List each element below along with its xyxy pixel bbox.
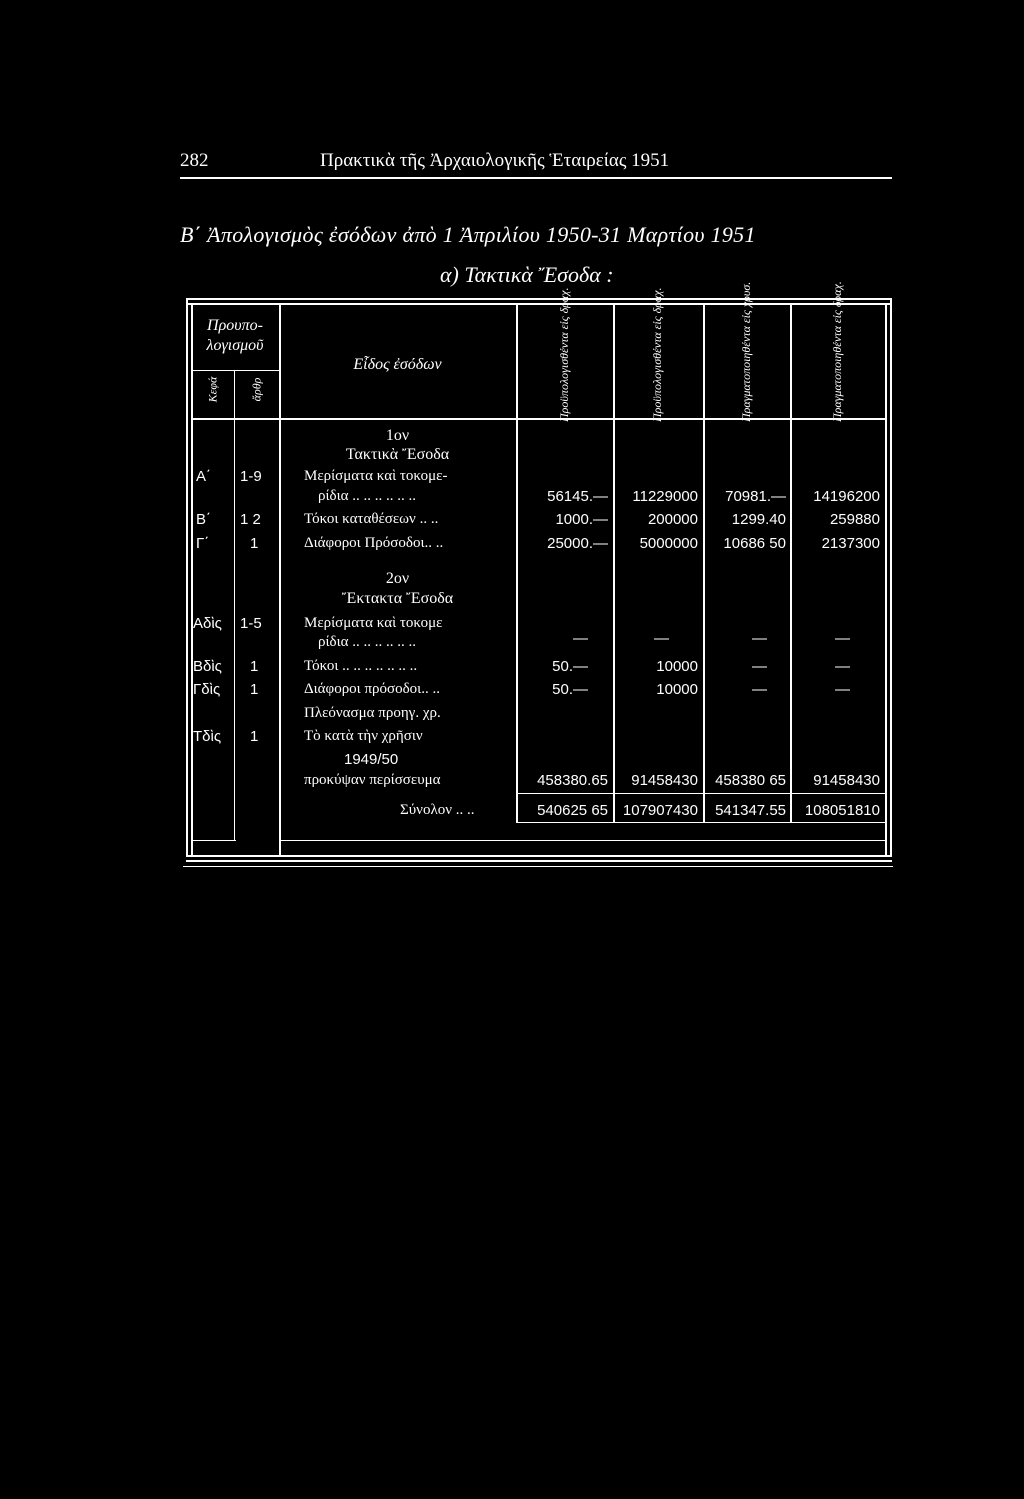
row3-chapter: Γ΄ — [196, 535, 210, 552]
col-rule-c1 — [613, 303, 615, 823]
row6-desc: Διάφοροι πρόσοδοι.. .. — [304, 681, 440, 697]
row3-desc: Διάφοροι Πρόσοδοι.. .. — [304, 535, 444, 551]
row1-desc-line1: Μερίσματα καὶ τοκομε- — [304, 468, 448, 484]
row4-col3: — — [752, 630, 767, 647]
row3-col2: 5000000 — [639, 535, 698, 552]
total-col2: 107907430 — [622, 802, 698, 819]
page-number: 282 — [180, 150, 209, 171]
row7-desc: Πλεόνασμα προηγ. χρ. — [304, 705, 441, 721]
row4-chapter: Αδὶς — [193, 615, 222, 632]
col-rule-c2 — [703, 303, 705, 823]
row2-col3: 1299.40 — [731, 511, 786, 528]
row1-chapter: Α΄ — [196, 468, 211, 485]
header-chapter: Κεφά — [205, 376, 220, 403]
col-rule-c3 — [790, 303, 792, 823]
bottom-inner-rule-left — [191, 840, 236, 841]
row1-col2: 11229000 — [632, 488, 698, 505]
row10-col1: 458380.65 — [537, 772, 608, 789]
table-bottom-hairline — [183, 866, 893, 867]
row8-article: 1 — [250, 728, 259, 745]
row10-col3: 458380 65 — [715, 772, 786, 789]
header-col2: Προϋπολογισθέντα εἰς δραχ. — [650, 287, 664, 422]
row8-chapter: Τδὶς — [193, 728, 222, 745]
total-col1: 540625 65 — [537, 802, 608, 819]
row2-col2: 200000 — [647, 511, 698, 528]
header-col1: Προϋπολογισθέντα εἰς δραχ. — [557, 287, 571, 422]
row1-col1: 56145.— — [547, 488, 608, 505]
row4-col2: — — [654, 630, 669, 647]
row8-desc: Τὸ κατὰ τὴν χρῆσιν — [304, 728, 423, 744]
total-label: Σύνολον .. .. — [400, 802, 475, 818]
section-title: Β΄ Ἀπολογισμὸς ἐσόδων ἀπὸ 1 Ἀπριλίου 1950-31 Μαρτίου 1951 — [180, 222, 756, 247]
table-top-border — [186, 298, 892, 300]
header-article: ἄρθρ — [249, 377, 264, 402]
table-top-border-inner — [186, 303, 892, 305]
sum-rule — [516, 793, 885, 794]
row6-col4: — — [835, 681, 850, 698]
section2-title: Ἔκτακτα Ἔσοδα — [341, 590, 454, 607]
total-col4: 108051810 — [804, 802, 880, 819]
row10-col2: 91458430 — [631, 772, 698, 789]
row10-desc: προκύψαν περίσσευμα — [304, 772, 441, 788]
table-left-border — [186, 298, 188, 856]
section1-number: 1ον — [385, 427, 410, 444]
row1-desc-line2: ρίδια .. .. .. .. .. .. — [318, 488, 416, 504]
header-budget: Προυπο- λογισμοῦ — [206, 317, 264, 354]
section2-number: 2ον — [385, 570, 410, 587]
header-rule — [180, 177, 892, 179]
header-col4: Πραγματοποιηθέντα εἰς δραχ. — [830, 281, 844, 422]
row5-chapter: Βδὶς — [193, 658, 222, 675]
row6-col1: 50.— — [552, 681, 588, 698]
row6-col3: — — [752, 681, 767, 698]
row1-col3: 70981.— — [725, 488, 786, 505]
row2-chapter: Β΄ — [196, 511, 211, 528]
row2-article: 1 2 — [240, 511, 261, 528]
row6-col2: 10000 — [656, 681, 698, 698]
row5-col4: — — [835, 658, 850, 675]
table-left-border-inner — [191, 303, 193, 856]
row9-desc: 1949/50 — [344, 751, 399, 768]
total-col3: 541347.55 — [715, 802, 786, 819]
row10-col4: 91458430 — [813, 772, 880, 789]
total-rule — [516, 822, 885, 823]
header-description: Εἶδος ἐσόδων — [353, 356, 442, 373]
row3-col4: 2137300 — [821, 535, 880, 552]
row2-col4: 259880 — [829, 511, 880, 528]
row1-col4: 14196200 — [813, 488, 880, 505]
row5-desc: Τόκοι .. .. .. .. .. .. .. — [304, 658, 418, 674]
table-bottom-border — [186, 855, 892, 857]
table-right-border — [890, 298, 892, 856]
row6-chapter: Γδὶς — [193, 681, 221, 698]
col-rule-a — [234, 370, 235, 840]
row1-article: 1-9 — [240, 468, 262, 485]
section1-title: Τακτικὰ Ἔσοδα — [345, 446, 450, 463]
row4-col4: — — [835, 630, 850, 647]
table-right-border-inner — [885, 303, 887, 856]
row4-desc-line2: ρίδια .. .. .. .. .. .. — [318, 634, 416, 650]
running-head: Πρακτικὰ τῆς Ἀρχαιολογικῆς Ἑταιρείας 1951 — [320, 150, 670, 171]
row5-col2: 10000 — [656, 658, 698, 675]
subsection-title: α) Τακτικὰ Ἔσοδα : — [440, 262, 614, 287]
table-bottom-border-outer — [186, 860, 892, 862]
row5-col1: 50.— — [552, 658, 588, 675]
header-col3: Πραγματοποιηθέντα εἰς χρυσ. — [739, 281, 753, 422]
bottom-inner-rule — [279, 840, 885, 841]
row4-desc-line1: Μερίσματα καὶ τοκομε — [304, 615, 443, 631]
budget-group-rule — [191, 370, 279, 371]
row5-article: 1 — [250, 658, 259, 675]
row5-col3: — — [752, 658, 767, 675]
row3-col3: 10686 50 — [723, 535, 786, 552]
row2-desc: Τόκοι καταθέσεων .. .. — [304, 511, 439, 527]
header-bottom-rule — [191, 418, 885, 420]
row3-article: 1 — [250, 535, 259, 552]
col-rule-desc — [516, 303, 518, 823]
row2-col1: 1000.— — [555, 511, 608, 528]
row4-article: 1-5 — [240, 615, 262, 632]
row6-article: 1 — [250, 681, 259, 698]
row3-col1: 25000.— — [547, 535, 608, 552]
row4-col1: — — [573, 630, 588, 647]
